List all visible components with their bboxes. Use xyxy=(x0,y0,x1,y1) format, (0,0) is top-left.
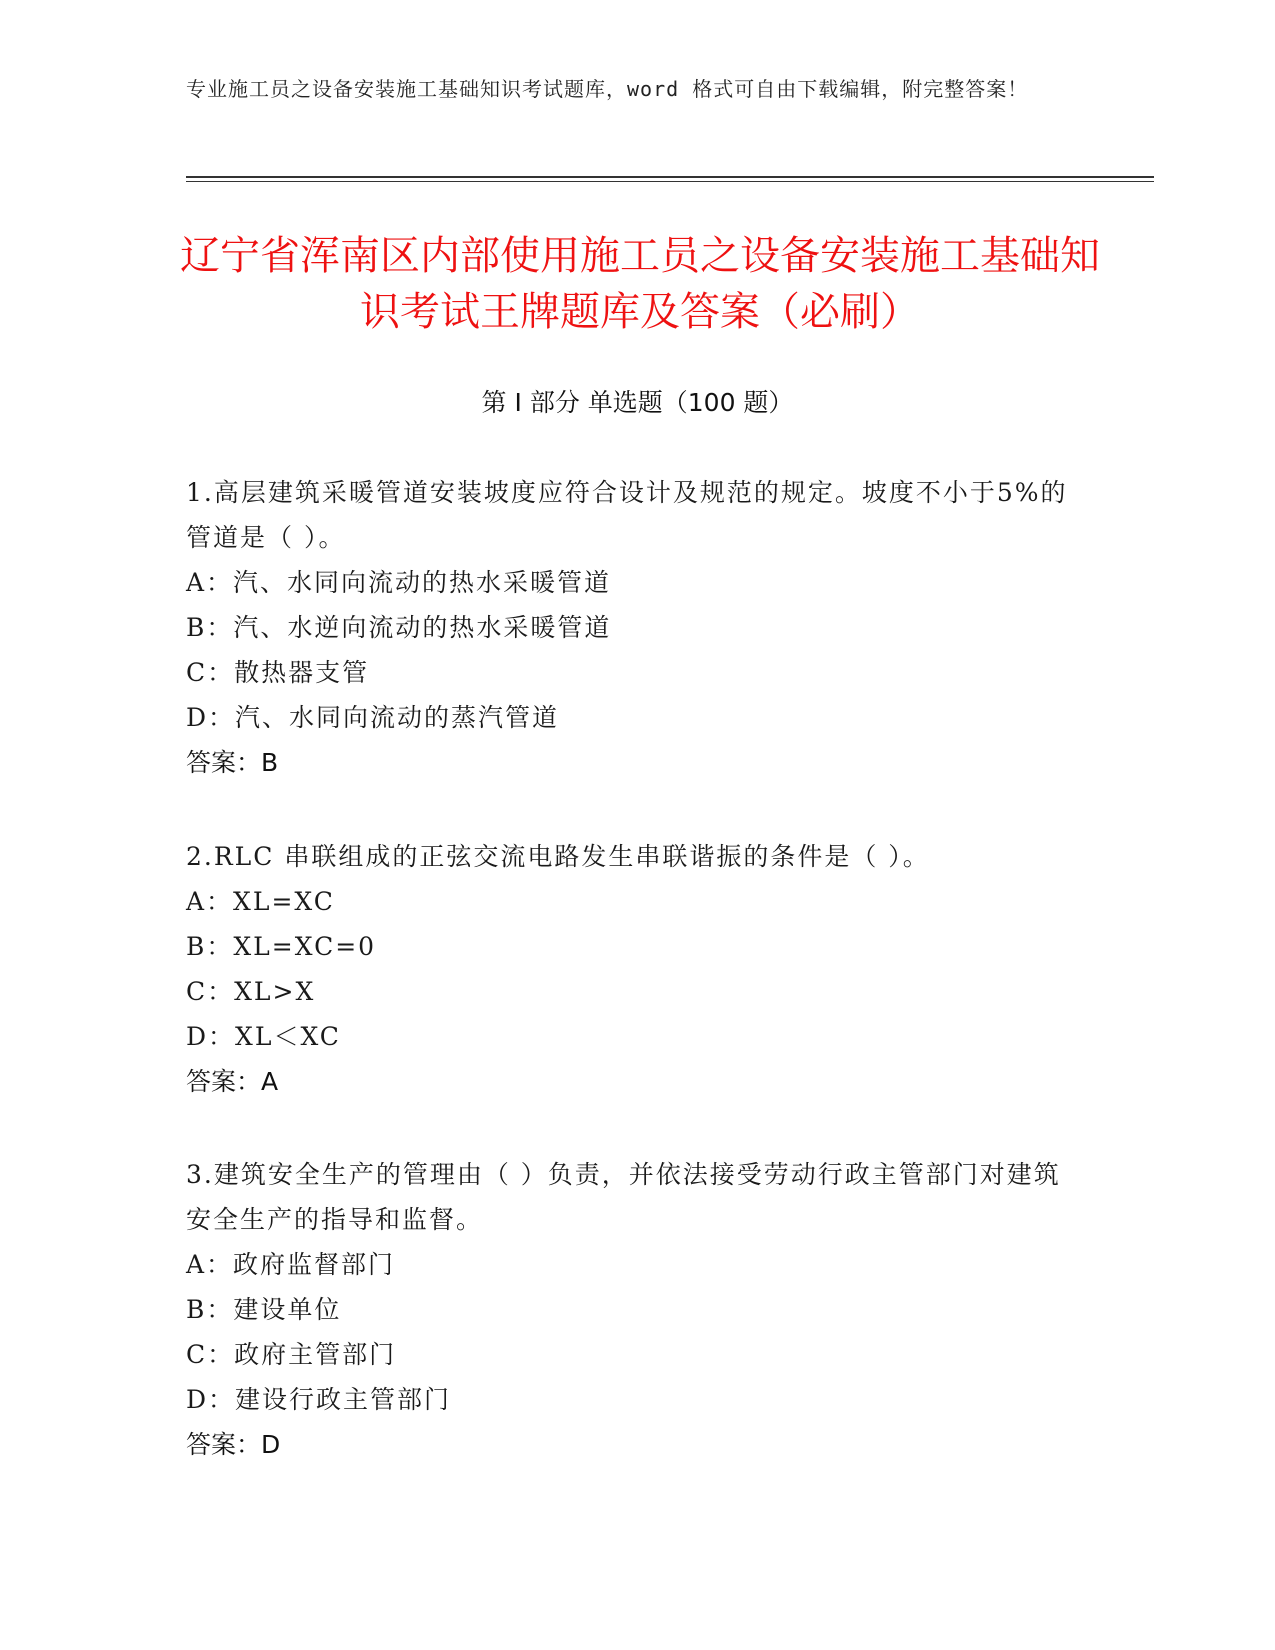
header-divider-thick xyxy=(186,176,1154,178)
question-item xyxy=(186,470,1086,785)
answer: 答案：D xyxy=(186,1430,281,1459)
option-d: D：建设行政主管部门 xyxy=(186,1385,452,1414)
option-c: C：政府主管部门 xyxy=(186,1340,397,1369)
header-note: 专业施工员之设备安装施工基础知识考试题库，word 格式可自由下载编辑，附完整答案！ xyxy=(186,77,1029,101)
document-title: 辽宁省浑南区内部使用施工员之设备安装施工基础知识考试王牌题库及答案（必刷） xyxy=(180,233,1100,335)
question-stem: 2.RLC 串联组成的正弦交流电路发生串联谐振的条件是（ ）。 xyxy=(186,842,930,871)
option-b: B：XL=XC=0 xyxy=(186,932,377,961)
question-item xyxy=(186,834,1086,1104)
header-divider-thin xyxy=(186,181,1154,182)
question-item xyxy=(186,1152,1086,1467)
option-c: C：散热器支管 xyxy=(186,658,370,687)
option-c: C：XL>X xyxy=(186,977,316,1006)
question-stem: 1.高层建筑采暖管道安装坡度应符合设计及规范的规定。坡度不小于5%的管道是（ ）。 xyxy=(186,478,1068,552)
option-d: D：XL＜XC xyxy=(186,1022,341,1051)
answer: 答案：A xyxy=(186,1067,279,1096)
option-b: B：建设单位 xyxy=(186,1295,342,1324)
option-a: A：汽、水同向流动的热水采暖管道 xyxy=(186,568,612,597)
option-b: B：汽、水逆向流动的热水采暖管道 xyxy=(186,613,612,642)
option-a: A：XL=XC xyxy=(186,887,335,916)
option-a: A：政府监督部门 xyxy=(186,1250,396,1279)
answer: 答案：B xyxy=(186,748,279,777)
section-heading: 第 I 部分 单选题（100 题） xyxy=(481,388,794,417)
option-d: D：汽、水同向流动的蒸汽管道 xyxy=(186,703,560,732)
question-stem: 3.建筑安全生产的管理由（ ）负责，并依法接受劳动行政主管部门对建筑安全生产的指导和监督。 xyxy=(186,1160,1061,1234)
